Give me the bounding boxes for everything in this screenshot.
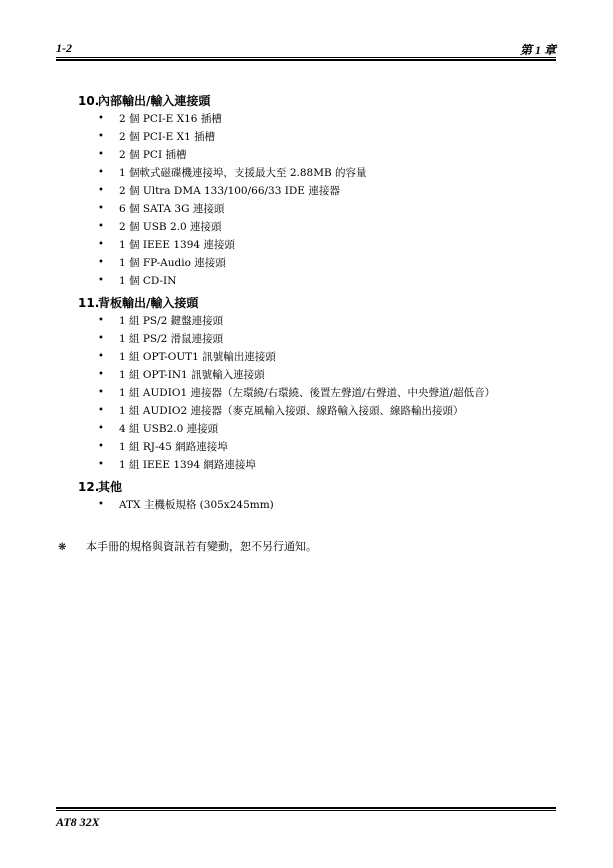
bullet-icon: • <box>98 113 104 124</box>
list-item-text: 1 個 IEEE 1394 連接頭 <box>119 239 235 251</box>
list-item-text: 2 個 Ultra DMA 133/100/66/33 IDE 連接器 <box>119 185 340 197</box>
list-item-text: 1 組 AUDIO2 連接器（麥克風輸入接頭、線路輸入接頭、線路輸出接頭） <box>119 405 464 417</box>
list-item-text: 1 組 PS/2 鍵盤連接頭 <box>119 315 224 327</box>
list-item-text: ATX 主機板規格 (305x245mm) <box>119 499 274 511</box>
bullet-icon: • <box>98 275 104 286</box>
list-item-text: 1 組 IEEE 1394 網路連接埠 <box>119 459 256 471</box>
section-number: 11. <box>78 296 100 310</box>
list-item-text: 1 組 AUDIO1 連接器（左環繞/右環繞、後置左聲道/右聲道、中央聲道/超低音） <box>119 387 496 399</box>
list-item <box>78 366 558 384</box>
section-number: 10. <box>78 94 100 108</box>
spec-content <box>78 88 558 514</box>
footer-rule <box>56 807 556 811</box>
list-item <box>78 236 558 254</box>
list-item <box>78 348 558 366</box>
rear-io-list <box>78 312 558 474</box>
list-item <box>78 420 558 438</box>
bullet-icon: • <box>98 149 104 160</box>
internal-io-list <box>78 110 558 290</box>
list-item-text: 2 個 PCI-E X16 插槽 <box>119 113 222 125</box>
list-item <box>78 384 558 402</box>
bullet-icon: • <box>98 239 104 250</box>
list-item <box>78 218 558 236</box>
list-item <box>78 312 558 330</box>
list-item <box>78 182 558 200</box>
section-heading-other <box>78 478 558 496</box>
list-item <box>78 456 558 474</box>
list-item-text: 1 組 OPT-IN1 訊號輸入連接頭 <box>119 369 265 381</box>
bullet-icon: • <box>98 185 104 196</box>
list-item-text: 4 組 USB2.0 連接頭 <box>119 423 219 435</box>
list-item <box>78 330 558 348</box>
other-list <box>78 496 558 514</box>
list-item-text: 1 組 RJ-45 網路連接埠 <box>119 441 228 453</box>
list-item-text: 6 個 SATA 3G 連接頭 <box>119 203 225 215</box>
list-item-text: 1 組 OPT-OUT1 訊號輸出連接頭 <box>119 351 276 363</box>
bullet-icon: • <box>98 333 104 344</box>
bullet-icon: • <box>98 423 104 434</box>
list-item <box>78 402 558 420</box>
bullet-icon: • <box>98 203 104 214</box>
list-item <box>78 254 558 272</box>
list-item <box>78 146 558 164</box>
page-number: 1-2 <box>56 41 72 55</box>
list-item <box>78 496 558 514</box>
section-title: 其他 <box>98 480 123 494</box>
list-item <box>78 200 558 218</box>
section-heading-internal-io <box>78 92 558 110</box>
list-item-text: 2 個 PCI 插槽 <box>119 149 187 161</box>
list-item <box>78 164 558 182</box>
list-item-text: 2 個 PCI-E X1 插槽 <box>119 131 216 143</box>
section-title: 背板輸出/輸入接頭 <box>98 296 199 310</box>
asterisk-icon: ❋ <box>58 542 67 553</box>
disclaimer-text: 本手冊的規格與資訊若有變動，恕不另行通知。 <box>86 540 317 553</box>
list-item-text: 2 個 USB 2.0 連接頭 <box>119 221 222 233</box>
list-item-text: 1 組 PS/2 滑鼠連接頭 <box>119 333 224 345</box>
chapter-label: 第 1 章 <box>519 43 556 57</box>
list-item-text: 1 個軟式磁碟機連接埠，支援最大至 2.88MB 的容量 <box>119 167 367 179</box>
bullet-icon: • <box>98 167 104 178</box>
bullet-icon: • <box>98 369 104 380</box>
bullet-icon: • <box>98 405 104 416</box>
disclaimer-note <box>58 538 317 554</box>
section-title: 內部輸出/輸入連接頭 <box>98 94 211 108</box>
model-name: AT8 32X <box>56 815 100 829</box>
bullet-icon: • <box>98 351 104 362</box>
bullet-icon: • <box>98 387 104 398</box>
list-item <box>78 438 558 456</box>
bullet-icon: • <box>98 499 104 510</box>
list-item <box>78 128 558 146</box>
bullet-icon: • <box>98 315 104 326</box>
list-item <box>78 110 558 128</box>
bullet-icon: • <box>98 257 104 268</box>
list-item-text: 1 個 FP-Audio 連接頭 <box>119 257 226 269</box>
bullet-icon: • <box>98 131 104 142</box>
list-item-text: 1 個 CD-IN <box>119 275 177 287</box>
header-rule <box>56 57 556 61</box>
list-item <box>78 272 558 290</box>
bullet-icon: • <box>98 441 104 452</box>
bullet-icon: • <box>98 221 104 232</box>
section-heading-rear-io <box>78 294 558 312</box>
bullet-icon: • <box>98 459 104 470</box>
section-number: 12. <box>78 480 100 494</box>
